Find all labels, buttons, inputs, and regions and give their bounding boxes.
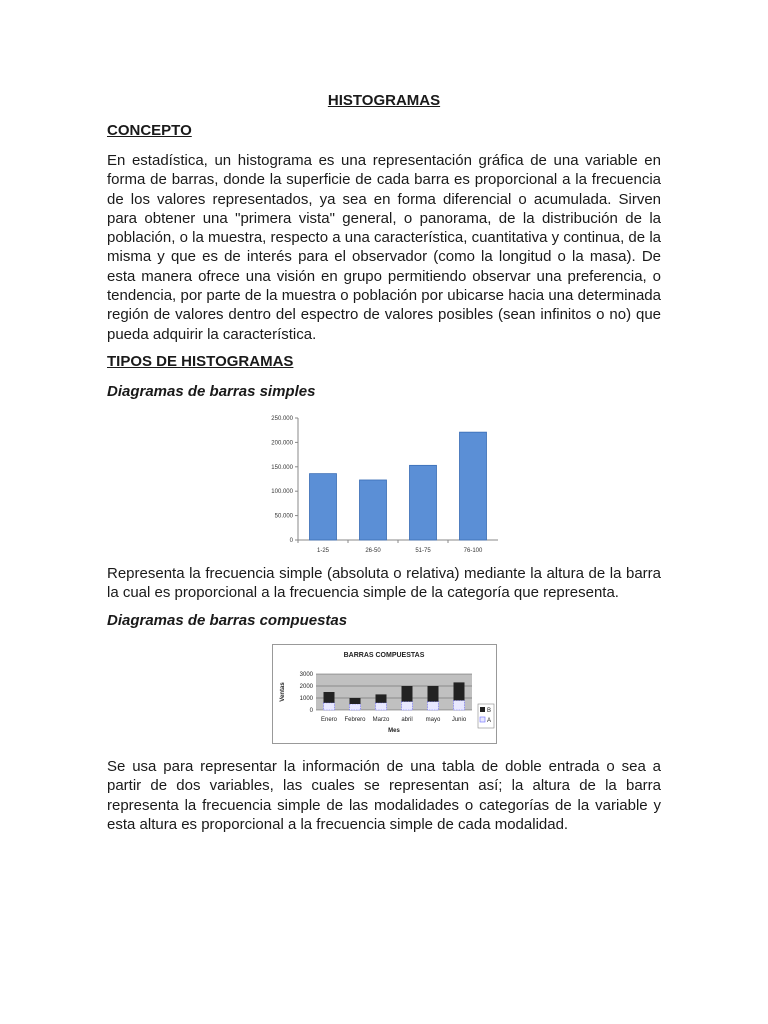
- legend-label-b: B: [487, 708, 492, 714]
- bar-segment-b: [402, 686, 413, 702]
- document-title: HISTOGRAMAS: [327, 92, 441, 109]
- legend-swatch-a: [480, 717, 485, 722]
- bar-segment-a: [324, 703, 335, 710]
- x-tick-label: Enero: [320, 717, 338, 723]
- compound-bar-chart: [272, 644, 497, 749]
- legend-swatch-b: [480, 707, 485, 712]
- bar-segment-b: [324, 692, 335, 703]
- y-tick-label: 200.000: [271, 440, 293, 447]
- x-axis-label: Mes: [388, 728, 400, 734]
- bar-segment-a: [454, 700, 465, 710]
- x-tick-label: 26-50: [365, 548, 381, 554]
- y-axis-label: Ventas: [280, 682, 286, 702]
- y-tick-label: 50.000: [274, 513, 293, 520]
- y-tick-label: 3000: [299, 672, 313, 678]
- compound-bar-chart-svg: [272, 644, 497, 744]
- concept-paragraph: En estadística, un histograma es una representación gráfica de una variable en forma de barras, donde la superficie de cada barra es proporcional a la frecuencia de los valores representados, ya sea en forma diferencial o acumulada. Sirven para obtener una "primera vista" general, o panorama, de la distribución de la población, o la muestra, respecto a una característica, cuantitativa y continua, de la misma y que es de interés para el observador (como la longitud o la masa). De esta manera ofrece una visión en grupo permitiendo observar una preferencia, o tendencia, por parte de la muestra o población por ubicarse hacia una determinada región de valores dentro del espectro de valores posibles (sean infinitos o no) que pueda adquirir la característica.: [107, 152, 661, 343]
- bar: [310, 474, 337, 540]
- bar-segment-b: [428, 686, 439, 702]
- x-tick-label: mayo: [425, 717, 441, 723]
- y-tick-label: 1000: [299, 696, 313, 702]
- bar: [360, 480, 387, 540]
- bar-segment-a: [350, 704, 361, 710]
- bar: [410, 465, 437, 540]
- x-tick-label: Junio: [451, 717, 467, 723]
- bar-segment-a: [376, 703, 387, 710]
- y-tick-label: 100.000: [271, 489, 293, 496]
- x-tick-label: 1-25: [316, 548, 330, 554]
- x-tick-label: Marzo: [372, 717, 390, 723]
- y-tick-label: 0: [309, 708, 313, 714]
- bar: [460, 432, 487, 540]
- bar-segment-a: [428, 702, 439, 710]
- x-tick-label: abril: [401, 717, 413, 723]
- simple-bars-paragraph: Representa la frecuencia simple (absoluta o relativa) mediante la altura de la barra la cual es proporcional a la frecuencia simple de la categoría que representa.: [107, 565, 661, 602]
- bar-segment-b: [376, 694, 387, 702]
- types-heading: TIPOS DE HISTOGRAMAS: [107, 353, 294, 370]
- y-tick-label: 2000: [299, 684, 313, 690]
- concept-heading: CONCEPTO: [107, 122, 192, 139]
- plot-area: [316, 674, 472, 710]
- x-tick-label: Febrero: [344, 717, 366, 723]
- legend-label-a: A: [487, 718, 492, 724]
- bar-segment-b: [350, 698, 361, 704]
- simple-bar-chart: [258, 408, 508, 563]
- y-tick-label: 250.000: [271, 416, 293, 422]
- simple-bars-subheading: Diagramas de barras simples: [107, 383, 316, 400]
- bar-segment-b: [454, 682, 465, 700]
- bar-segment-a: [402, 702, 413, 710]
- compound-bars-paragraph: Se usa para representar la información de una tabla de doble entrada o sea a partir de dos variables, las cuales se representan así; la altura de la barra representa la frecuencia simple de las modalidades o categorías de la variable y esta altura es proporcional a la frecuencia simple de cada modalidad.: [107, 758, 661, 833]
- y-tick-label: 0: [289, 538, 293, 544]
- chart-title: BARRAS COMPUESTAS: [343, 652, 425, 659]
- x-tick-label: 51-75: [415, 548, 431, 554]
- x-tick-label: 76-100: [463, 548, 483, 554]
- simple-bar-chart-svg: [258, 408, 508, 558]
- y-tick-label: 150.000: [271, 464, 293, 471]
- compound-bars-subheading: Diagramas de barras compuestas: [107, 612, 348, 629]
